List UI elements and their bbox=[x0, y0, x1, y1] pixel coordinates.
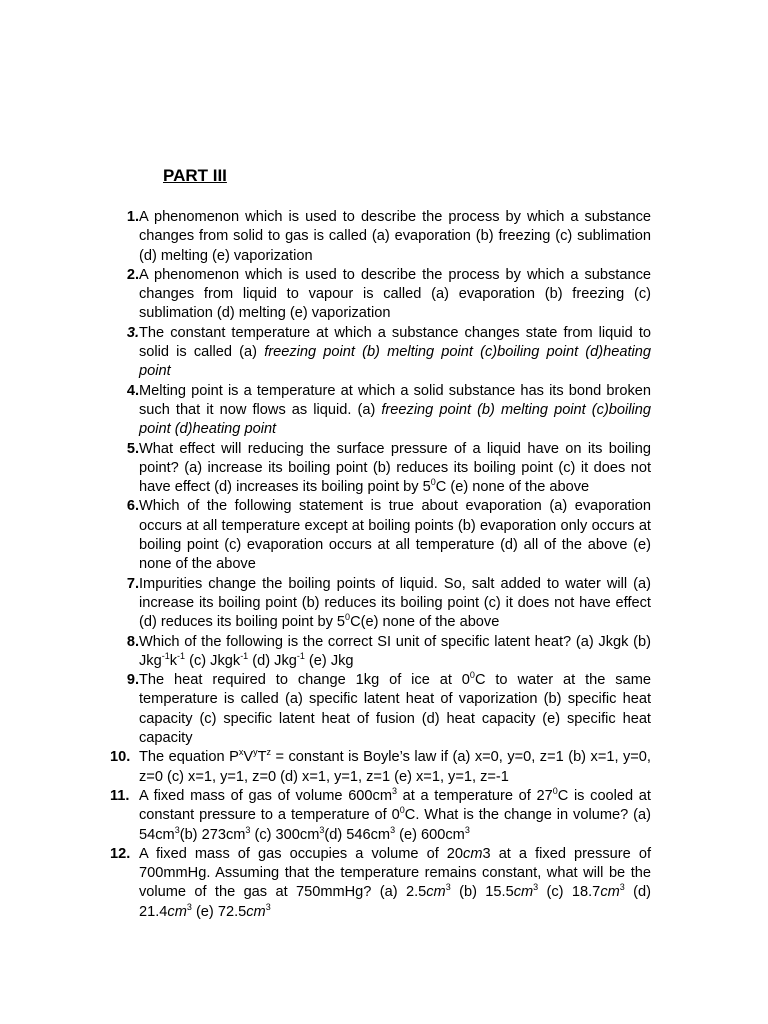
question-number: 6. bbox=[126, 498, 139, 515]
question-number: 11. bbox=[110, 787, 130, 804]
question-number: 1. bbox=[126, 209, 139, 225]
question-item bbox=[110, 208, 651, 266]
question-text: A phenomenon which is used to describe the process by which a substance changes from solid to gas is called (a) evaporation (b) freezing (c) sublimation (d) melting (e) vaporization bbox=[139, 209, 651, 264]
question-item bbox=[110, 382, 651, 440]
question-item bbox=[110, 324, 651, 382]
question-text: The heat required to change 1kg of ice at $0^0C$ to water at the same temperature is called (a) specific latent heat of vaporization (b) specific heat capacity (c) specific latent heat of fusion (d) heat capacity (e) specific heat capacity bbox=[139, 670, 651, 747]
question-item bbox=[110, 748, 651, 787]
question-item bbox=[110, 266, 651, 324]
question-text: Which of the following is the correct SI unit of specific latent heat? (a) Jkgk (b) $Jkg^{-1}k^{-1}$ (c) Jkgk$^{-1}$ (d) Jkg$^{-1}$ (e) Jkg bbox=[139, 633, 651, 669]
question-number: 8. bbox=[126, 633, 139, 650]
question-text: Which of the following statement is true about evaporation (a) evaporation occurs at all temperature except at boiling points (b) evaporation only occurs at boiling point (c) evaporation occurs at all temperature (d) all of the above (e) none of the above bbox=[139, 498, 651, 573]
question-text: The constant temperature at which a substance changes state from liquid to solid is called (a) freezing point (b) melting point (c)boiling point (d)heating point bbox=[139, 324, 651, 380]
question-number: 7. bbox=[126, 575, 139, 592]
question-text: What effect will reducing the surface pressure of a liquid have on its boiling point? (a) increase its boiling point (b) reduces its boiling point (c) it does not have effect (d) increases its boiling point by $5^0C$ (e) none of the above bbox=[139, 440, 651, 496]
question-number: 3. bbox=[126, 324, 139, 341]
question-text: A fixed mass of gas of volume $600cm^3$ at a temperature of $27^0C$ is cooled at constant pressure to a temperature of $0^0C$. What is the change in volume? (a) $54cm^3(b)$ $273cm^3$ (c) $300cm^3(d)$ $546cm^3$ (e) $600cm^3$ bbox=[139, 785, 651, 843]
question-text: A phenomenon which is used to describe the process by which a substance changes from liquid to vapour is called (a) evaporation (b) freezing (c) sublimation (d) melting (e) vaporization bbox=[139, 266, 651, 322]
question-list bbox=[110, 208, 651, 922]
question-number: 4. bbox=[126, 382, 139, 399]
question-item bbox=[110, 671, 651, 748]
question-number: 12. bbox=[110, 845, 131, 862]
page-title: PART III bbox=[163, 166, 227, 185]
question-number: 10. bbox=[110, 749, 131, 766]
question-item bbox=[110, 440, 651, 498]
question-text: The equation $P^xV^yT^z$ = constant is Boyle’s law if (a) x=0, y=0, z=1 (b) x=1, y=0, z=0 (c) x=1, y=1, z=0 (d) x=1, y=1, z=1 (e) x=1, y=1, z=-1 bbox=[139, 747, 651, 785]
question-number: 9. bbox=[126, 672, 139, 689]
question-text: A fixed mass of gas occupies a volume of 20cm3 at a fixed pressure of 700mmHg. Assuming that the temperature remains constant, what will be the volume of the gas at 750mmHg? (a) $2.5cm^3$ (b) $15.5cm^3$ (c) $18.7cm^3$ (d) $21.4cm^3$ (e) $72.5cm^3$ bbox=[139, 845, 652, 920]
question-text: Melting point is a temperature at which a solid substance has its bond broken such that it now flows as liquid. (a) freezing point (b) melting point (c)boiling point (d)heating point bbox=[139, 382, 651, 438]
question-number: 2. bbox=[126, 266, 139, 283]
question-item bbox=[110, 787, 651, 845]
question-item bbox=[110, 633, 651, 672]
question-text: Impurities change the boiling points of liquid. So, salt added to water will (a) increase its boiling point (b) reduces its boiling point (c) it does not have effect (d) reduces its boiling point by $5^0C(e)$ none of the above bbox=[139, 575, 651, 631]
question-item bbox=[110, 575, 651, 633]
question-number: 5. bbox=[126, 440, 139, 457]
question-item bbox=[110, 845, 651, 922]
question-item bbox=[110, 497, 651, 574]
